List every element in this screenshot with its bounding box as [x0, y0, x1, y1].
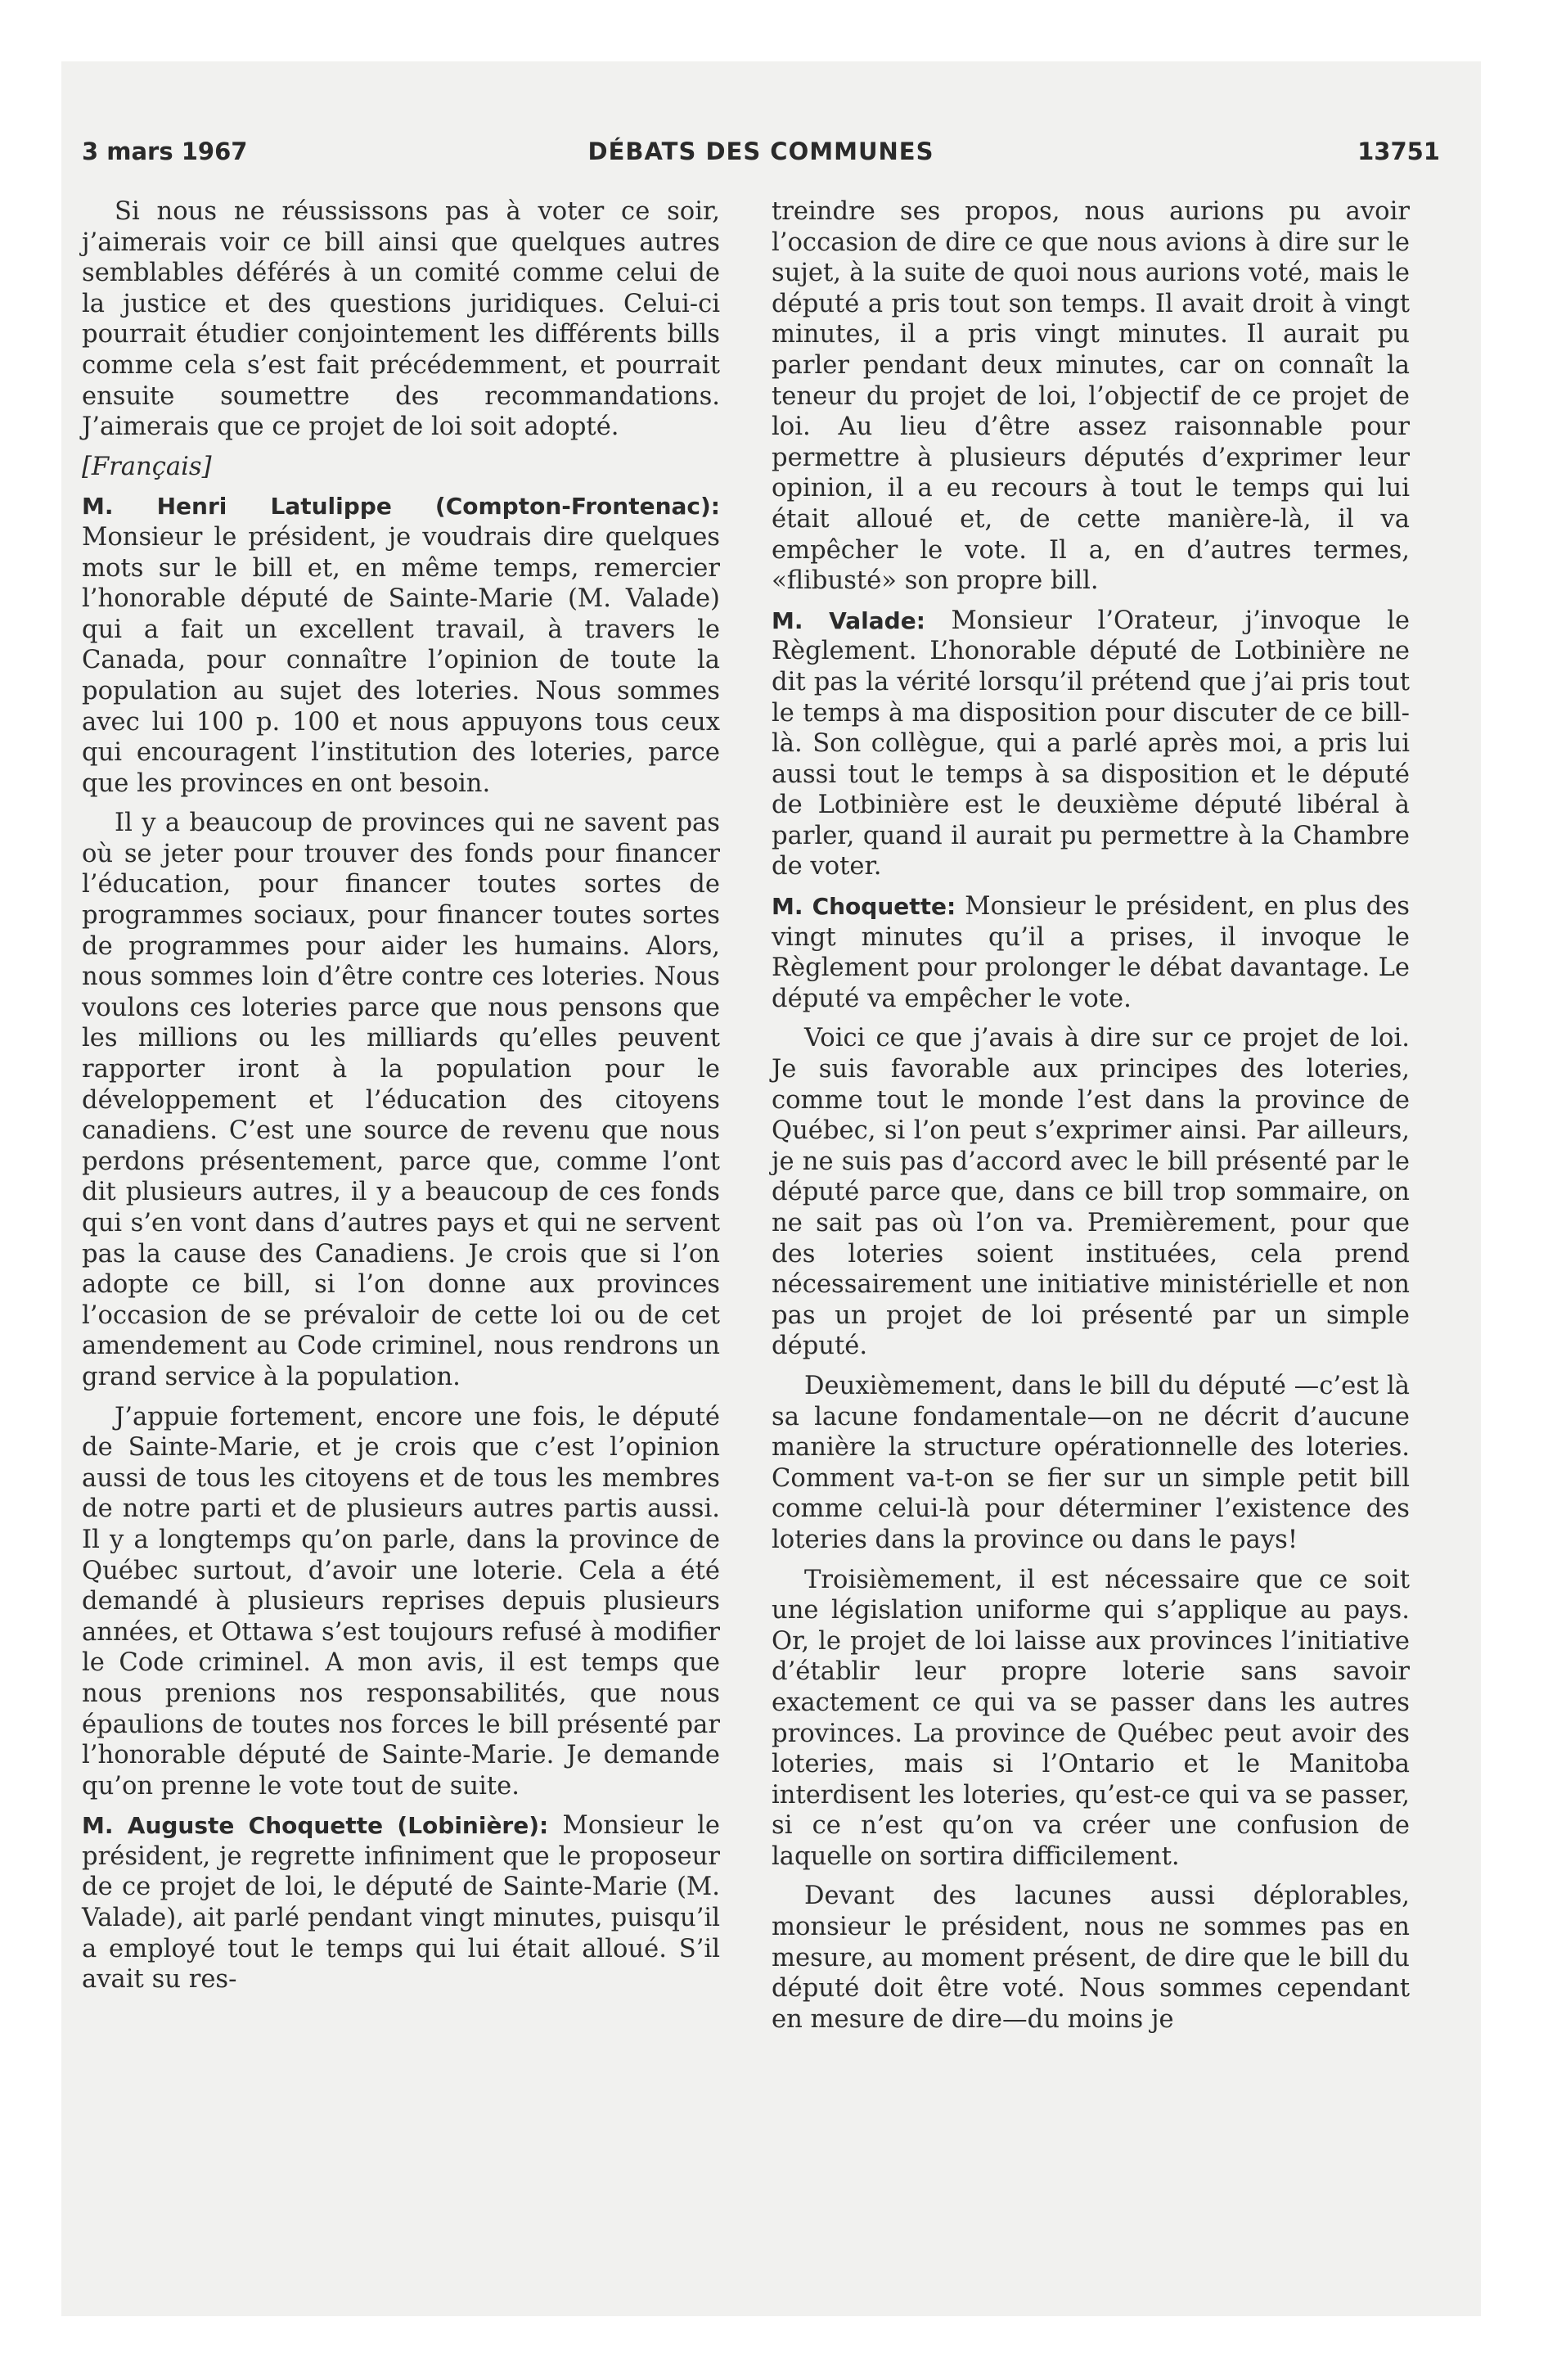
- paragraph: J’appuie fortement, encore une fois, le député de Sainte-Marie, et je crois que c’est l’opinion aussi de tous les citoyens et de tous les membres de notre parti et de plusieurs autres partis aussi. Il y a longtemps qu’on parle, dans la province de Québec surtout, d’avoir une loterie. Cela a été demandé à plusieurs reprises depuis plusieurs années, et Ottawa s’est toujours refusé à modifier le Code criminel. A mon avis, il est temps que nous prenions nos responsabilités, que nous épaulions de toutes nos forces le bill présenté par l’honorable député de Sainte-Marie. Je demande qu’on prenne le vote tout de suite.: [82, 1402, 720, 1801]
- header-page-number: 13751: [1357, 137, 1440, 165]
- speaker-name: M. Valade:: [772, 606, 925, 634]
- speech: [82, 1810, 720, 1995]
- left-column: [82, 196, 720, 2004]
- speaker-name: M. Auguste Choquette (Lobinière):: [82, 1812, 549, 1840]
- speech-text: Monsieur le président, je voudrais dire quelques mots sur le bill et, en même temps, remercier l’honorable député de Sainte-Marie (M. Valade) qui a fait un excellent travail, à travers le Canada, pour connaître l’opinion de toute la population au sujet des loteries. Nous sommes avec lui 100 p. 100 et nous appuyons tous ceux qui encouragent l’institution des loteries, parce que les provinces en ont besoin.: [82, 522, 720, 798]
- paragraph: Voici ce que j’avais à dire sur ce projet de loi. Je suis favorable aux principes des loteries, comme tout le monde l’est dans la province de Québec, si l’on peut s’exprimer ainsi. Par ailleurs, je ne suis pas d’accord avec le bill présenté par le député parce que, dans ce bill trop sommaire, on ne sait pas où l’on va. Premièrement, pour que des loteries soient instituées, cela prend nécessairement une initiative ministérielle et non pas un projet de loi présenté par un simple député.: [772, 1024, 1410, 1361]
- paragraph: treindre ses propos, nous aurions pu avoir l’occasion de dire ce que nous avions à dire sur le sujet, à la suite de quoi nous aurions voté, mais le député a pris tout son temps. Il avait droit à vingt minutes, il a pris vingt minutes. Il aurait pu parler pendant deux minutes, car on connaît la teneur du projet de loi, l’objectif de ce projet de loi. Au lieu d’être assez raisonnable pour permettre à plusieurs députés d’exprimer leur opinion, il a eu recours à tout le temps qui lui était alloué et, de cette manière-là, il va empêcher le vote. Il a, en d’autres termes, «flibusté» son propre bill.: [772, 197, 1410, 596]
- page-header: [82, 137, 1440, 174]
- speech: [772, 606, 1410, 882]
- speech-text: Monsieur le président, en plus des vingt minutes qu’il a prises, il invoque le Règlement pour prolonger le débat davantage. Le député va empêcher le vote.: [772, 892, 1411, 1013]
- speech-text: Monsieur l’Orateur, j’invoque le Règlement. L’honorable député de Lotbinière ne dit pas la vérité lorsqu’il prétend que j’ai pris tout le temps à ma disposition pour discuter de ce bill-là. Son collègue, qui a parlé après moi, a pris lui aussi tout le temps à sa disposition et le député de Lotbinière est le deuxième député libéral à parler, quand il aurait pu permettre à la Chambre de voter.: [772, 606, 1410, 881]
- paragraph: Il y a beaucoup de provinces qui ne savent pas où se jeter pour trouver des fonds pour financer l’éducation, pour financer toutes sortes de programmes sociaux, pour financer toutes sortes de programmes pour aider les humains. Alors, nous sommes loin d’être contre ces loteries. Nous voulons ces loteries parce que nous pensons que les millions ou les milliards qu’elles peuvent rapporter iront à la population pour le développement et l’éducation des citoyens canadiens. C’est une source de revenu que nous perdons présentement, parce que, comme l’ont dit plusieurs autres, il y a beaucoup de ces fonds qui s’en vont dans d’autres pays et qui ne servent pas la cause des Canadiens. Je crois que si l’on adopte ce bill, si l’on donne aux provinces l’occasion de se prévaloir de cette loi ou de cet amendement au Code criminel, nous rendrons un grand service à la population.: [82, 809, 720, 1391]
- paragraph: Si nous ne réussissons pas à voter ce soir, j’aimerais voir ce bill ainsi que quelques autres semblables déférés à un comité comme celui de la justice et des questions juridiques. Celui-ci pourrait étudier conjointement les différents bills comme cela s’est fait précédemment, et pourrait ensuite soumettre des recommandations. J’aimerais que ce projet de loi soit adopté.: [82, 197, 720, 442]
- paragraph: Deuxièmement, dans le bill du député —c’est là sa lacune fondamentale—on ne décrit d’aucune manière la structure opérationnelle des loteries. Comment va-t-on se fier sur un simple petit bill comme celui-là pour déterminer l’existence des loteries dans la province ou dans le pays!: [772, 1371, 1410, 1554]
- paragraph: Devant des lacunes aussi déplorables, monsieur le président, nous ne sommes pas en mesure, au moment présent, de dire que le bill du député doit être voté. Nous sommes cependant en mesure de dire—du moins je: [772, 1882, 1410, 2034]
- speaker-name: M. Henri Latulippe (Compton-Frontenac):: [82, 493, 720, 521]
- speech-text: Monsieur le président, je regrette infiniment que le proposeur de ce projet de loi, le député de Sainte-Marie (M. Valade), ait parlé pendant vingt minutes, puisqu’il a employé tout le temps qui lui était alloué. S’il avait su res-: [82, 1811, 720, 1995]
- language-marker-text: [Français]: [82, 452, 212, 481]
- header-date: 3 mars 1967: [82, 137, 248, 165]
- language-marker: [82, 452, 720, 483]
- speech: [82, 491, 720, 799]
- speech: [772, 891, 1410, 1014]
- header-title: DÉBATS DES COMMUNES: [587, 137, 934, 165]
- right-column: [772, 196, 1410, 2044]
- paragraph: Troisièmement, il est nécessaire que ce soit une législation uniforme qui s’applique au pays. Or, le projet de loi laisse aux provinces l’initiative d’établir leur propre loterie sans savoir exactement ce qui va se passer dans les autres provinces. La province de Québec peut avoir des loteries, mais si l’Ontario et le Manitoba interdisent les loteries, qu’est-ce qui va se passer, si ce n’est qu’on va créer une confusion de laquelle on sortira difficilement.: [772, 1565, 1410, 1871]
- speaker-name: M. Choquette:: [772, 893, 956, 921]
